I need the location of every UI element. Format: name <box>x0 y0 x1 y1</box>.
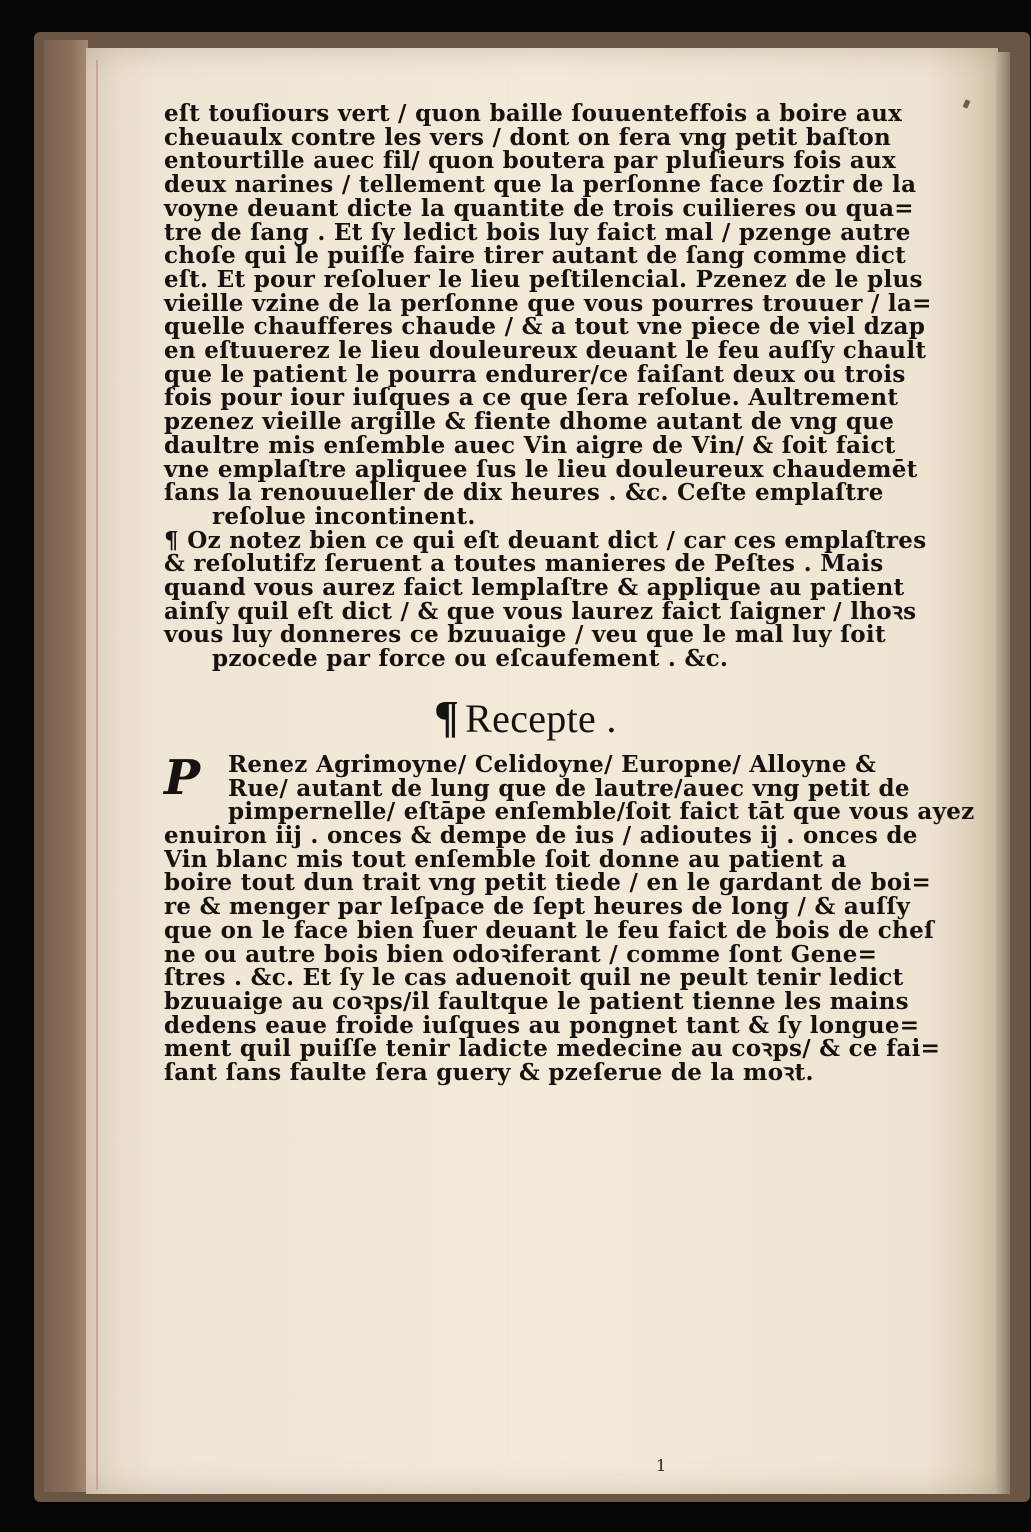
text-line: ¶ Oz notez bien ce qui eſt deuant dict / car ces emplaſtres <box>164 526 927 554</box>
text-line: Rue/ autant de lung que de lautre/auec vng petit de <box>228 774 910 802</box>
drop-capital: P <box>164 749 201 806</box>
text-line: re & menger par leſpace de ſept heures de long / & auſſy <box>164 893 911 921</box>
text-line: quand vous aurez faict lemplaſtre & applique au patient <box>164 574 905 602</box>
book-board-edge <box>44 40 88 1492</box>
text-line: ſant ſans faulte ſera guery & pzeſerue de la moꝛt. <box>164 1059 814 1087</box>
text-line: pimpernelle/ eſtāpe enſemble/ſoit faict tāt que vous ayez <box>228 798 975 826</box>
paragraph-2 <box>164 526 934 673</box>
text-line: voyne deuant dicte la quantite de trois cuilieres ou qua= <box>164 194 914 222</box>
text-line: reſolue incontinent. <box>212 502 476 530</box>
text-line: entourtille auec fil/ quon boutera par pluſieurs fois aux <box>164 147 897 175</box>
text-line: ainſy quil eſt dict / & que vous laurez faict ſaigner / lhoꝛs <box>164 597 917 625</box>
heading-text: Recepte . <box>465 695 617 741</box>
page-text <box>164 100 975 1087</box>
text-line: Renez Agrimoyne/ Celidoyne/ Europne/ Alloyne & <box>228 750 877 778</box>
text-line: vne emplaſtre apliquee ſus le lieu douleureux chaudemēt <box>164 455 918 483</box>
recipe-paragraph <box>164 749 975 1087</box>
text-line: cheuaulx contre les vers / dont on fera vng petit baſton <box>164 123 892 151</box>
text-line: vous luy donneres ce bzuuaige / veu que le mal luy ſoit <box>164 621 886 649</box>
text-line: eſt touſiours vert / quon baille ſouuenteffois a boire aux <box>164 100 903 127</box>
text-line: que on le face bien ſuer deuant le feu faict de bois de cheſ <box>164 916 935 944</box>
text-line: choſe qui le puiſſe faire tirer autant de ſang comme dict <box>164 242 907 270</box>
text-line: vieille vzine de la perſonne que vous pourres trouuer / la= <box>164 289 932 317</box>
page-margin-rule <box>96 60 98 1490</box>
text-line: bzuuaige au coꝛps/il faultque le patient tienne les mains <box>164 987 909 1015</box>
text-line: daultre mis enſemble auec Vin aigre de Vin/ & ſoit faict <box>164 431 896 459</box>
text-line: dedens eaue froide iuſques au pongnet tant & ſy longue= <box>164 1011 920 1039</box>
text-line: ne ou autre bois bien odoꝛiferant / comme ſont Gene= <box>164 940 878 968</box>
text-line: eſt. Et pour reſoluer le lieu peſtilencial. Pzenez de le plus <box>164 265 923 293</box>
text-line: ment quil puiſſe tenir ladicte medecine au coꝛps/ & ce fai= <box>164 1035 941 1063</box>
text-line: que le patient le pourra endurer/ce faiſant deux ou trois <box>164 360 906 388</box>
text-line: tre de ſang . Et ſy ledict bois luy faict mal / pzenge autre <box>164 218 911 246</box>
text-line: pzocede par force ou eſcaufement . &c. <box>212 645 729 673</box>
text-line: en eſtuuerez le lieu douleureux deuant le feu auſſy chault <box>164 337 927 365</box>
text-line: ſtres . &c. Et ſy le cas aduenoit quil ne peult tenir ledict <box>164 964 904 992</box>
section-heading <box>434 690 934 743</box>
text-line: Vin blanc mis tout enſemble ſoit donne au patient a <box>164 845 847 873</box>
text-line: enuiron iij . onces & dempe de ius / adioutes ij . onces de <box>164 821 918 849</box>
text-line: pzenez vieille argille & fiente dhome autant de vng que <box>164 408 895 436</box>
text-line: quelle chaufferes chaude / & a tout vne piece de viel dzap <box>164 313 926 341</box>
text-line: fois pour iour iuſques a ce que ſera reſolue. Aultrement <box>164 384 899 412</box>
folio-number: 1 <box>656 1456 667 1475</box>
paragraph-1 <box>164 102 934 529</box>
page-right-edge <box>996 52 1010 1494</box>
pilcrow-icon: ¶ <box>434 690 460 742</box>
text-line: boire tout dun trait vng petit tiede / en le gardant de boi= <box>164 869 932 897</box>
text-line: & reſolutifz ſeruent a toutes manieres de Peſtes . Mais <box>164 550 884 578</box>
text-line: ſans la renouueller de dix heures . &c. Ceſte emplaſtre <box>164 479 884 507</box>
text-line: deux narines / tellement que la perſonne face ſoztir de la <box>164 171 917 199</box>
